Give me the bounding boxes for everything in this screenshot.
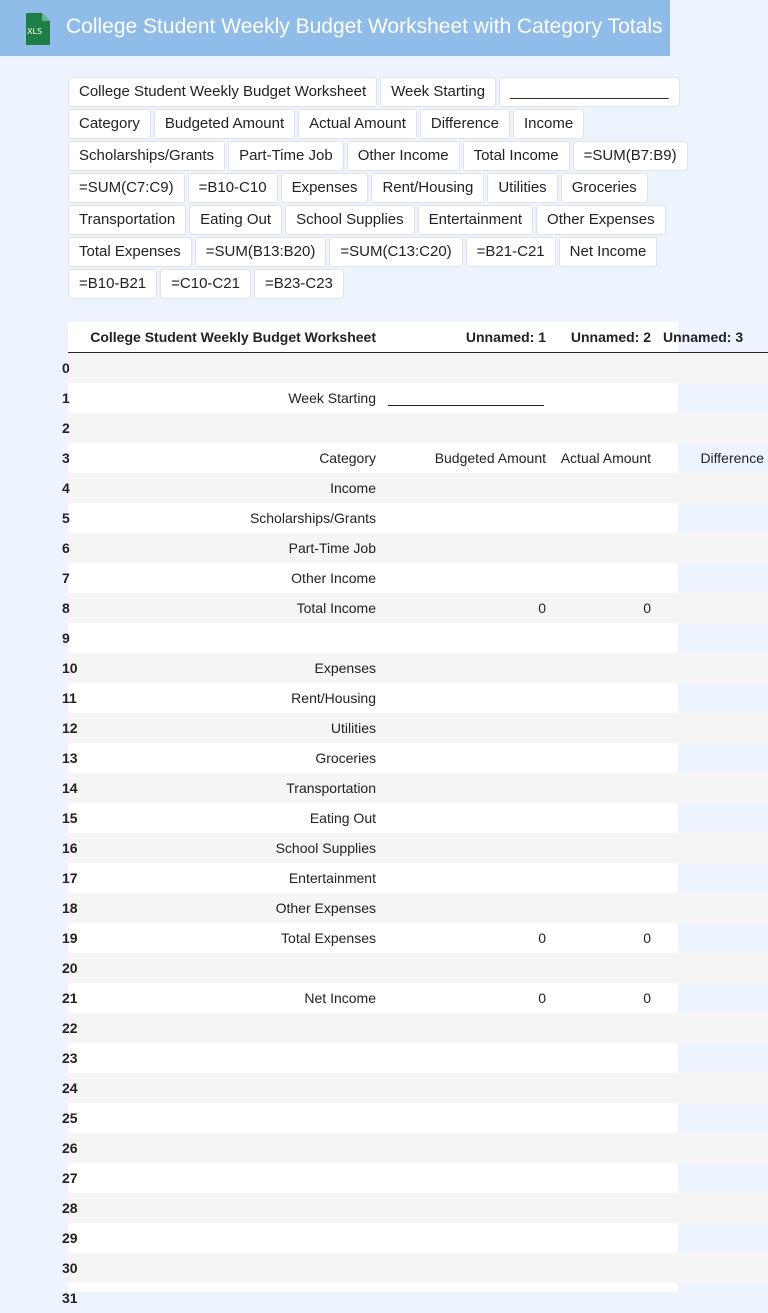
row-index [62, 1013, 80, 1043]
row-index-label: 0 [62, 360, 70, 376]
table-cell[interactable] [380, 1133, 550, 1163]
table-cell[interactable] [380, 833, 550, 863]
table-cell[interactable] [550, 473, 655, 503]
table-cell[interactable] [380, 803, 550, 833]
table-cell[interactable]: Expenses [80, 653, 380, 683]
cell-chip[interactable]: Entertainment [418, 205, 533, 235]
cell-chip[interactable]: Net Income [559, 237, 658, 267]
table-row [68, 923, 768, 953]
row-index [62, 443, 80, 473]
table-cell[interactable] [550, 1073, 655, 1103]
table-cell[interactable] [380, 1283, 550, 1313]
table-cell[interactable] [80, 1223, 380, 1253]
table-cell[interactable] [550, 1013, 655, 1043]
column-header[interactable]: College Student Weekly Budget Worksheet [80, 322, 380, 353]
table-cell[interactable] [655, 683, 768, 713]
column-header[interactable]: Unnamed: 1 [380, 322, 550, 353]
row-index [62, 713, 80, 743]
table-cell[interactable] [655, 923, 768, 953]
table-cell[interactable] [80, 1103, 380, 1133]
row-index-label: 14 [62, 780, 78, 796]
table-cell[interactable] [655, 413, 768, 443]
row-index [62, 1103, 80, 1133]
table-cell[interactable] [550, 353, 655, 384]
row-index-label: 21 [62, 990, 78, 1006]
cell-chip[interactable]: =B21-C21 [466, 237, 556, 267]
table-cell[interactable] [80, 1283, 380, 1313]
cell-chip[interactable]: Other Income [347, 141, 460, 171]
row-index-label: 25 [62, 1110, 78, 1126]
table-cell[interactable] [550, 413, 655, 443]
row-index [62, 1073, 80, 1103]
table-row [68, 1013, 768, 1043]
row-index [62, 1163, 80, 1193]
table-row [68, 803, 768, 833]
cell-chip[interactable]: =SUM(C7:C9) [68, 173, 185, 203]
table-cell[interactable] [80, 953, 380, 983]
table-row [68, 1193, 768, 1223]
row-index [62, 923, 80, 953]
table-cell[interactable]: Category [319, 450, 376, 466]
table-cell[interactable]: 0 [538, 930, 546, 946]
row-index [62, 893, 80, 923]
table-cell[interactable] [380, 863, 550, 893]
table-cell[interactable] [80, 1193, 380, 1223]
table-cell[interactable] [550, 383, 655, 413]
row-index [62, 653, 80, 683]
row-index [62, 743, 80, 773]
table-cell[interactable] [550, 683, 655, 713]
row-index-label: 11 [62, 690, 77, 706]
table-cell[interactable] [655, 773, 768, 803]
table-cell[interactable]: Groceries [315, 750, 376, 766]
table-row [68, 503, 768, 533]
cell-chip[interactable]: Actual Amount [298, 109, 417, 139]
row-index-label: 18 [62, 900, 78, 916]
table-cell[interactable] [550, 1193, 655, 1223]
table-cell[interactable] [655, 1193, 768, 1223]
table-row [68, 623, 768, 653]
row-index-label: 9 [62, 630, 70, 646]
row-index-label: 13 [62, 750, 78, 766]
table-cell[interactable]: 0 [550, 593, 655, 623]
table-row [68, 563, 768, 593]
spreadsheet-file-icon [22, 13, 52, 45]
row-index-label: 4 [62, 480, 70, 496]
table-cell[interactable]: Week Starting [288, 390, 376, 406]
table-cell[interactable] [550, 863, 655, 893]
cell-chip[interactable]: =SUM(B7:B9) [573, 141, 688, 171]
table-row [68, 1043, 768, 1073]
table-row [68, 1223, 768, 1253]
table-cell[interactable] [655, 1253, 768, 1283]
table-cell[interactable] [655, 1283, 768, 1313]
table-cell[interactable] [655, 1073, 768, 1103]
table-cell[interactable]: 0 [538, 990, 546, 1006]
spreadsheet-preview [62, 322, 764, 1306]
table-cell[interactable] [655, 533, 768, 563]
cell-chip[interactable]: Other Expenses [536, 205, 666, 235]
table-cell[interactable]: Other Income [291, 570, 376, 586]
row-index [62, 593, 80, 623]
table-row [68, 983, 768, 1013]
row-index-label: 30 [62, 1260, 78, 1276]
table-cell[interactable] [655, 653, 768, 683]
table-cell[interactable]: Income [80, 473, 380, 503]
table-row [68, 893, 768, 923]
blank-line [388, 391, 544, 406]
table-cell[interactable] [655, 1133, 768, 1163]
title-bar [0, 0, 670, 56]
row-index-label: 2 [62, 420, 70, 436]
table-cell[interactable] [655, 893, 768, 923]
table-cell[interactable] [380, 773, 550, 803]
table-cell[interactable] [550, 713, 655, 743]
cell-chip[interactable]: Utilities [487, 173, 557, 203]
table-cell[interactable] [380, 563, 550, 593]
row-index [62, 833, 80, 863]
table-cell[interactable]: Utilities [80, 713, 380, 743]
table-cell[interactable] [655, 1013, 768, 1043]
table-cell[interactable] [655, 593, 768, 623]
row-index-label: 23 [62, 1050, 78, 1066]
table-cell[interactable] [380, 953, 550, 983]
table-cell[interactable] [550, 953, 655, 983]
table-cell[interactable] [550, 743, 655, 773]
table-cell[interactable] [550, 1253, 655, 1283]
cell-chip[interactable]: School Supplies [285, 205, 415, 235]
table-cell[interactable] [550, 1223, 655, 1253]
table-cell[interactable] [80, 1163, 380, 1193]
table-cell[interactable] [550, 803, 655, 833]
table-row [68, 1253, 768, 1283]
index-header [68, 322, 80, 353]
table-cell[interactable]: Part-Time Job [80, 533, 380, 563]
column-header[interactable]: Unnamed: 2 [550, 322, 655, 353]
table-row [68, 743, 768, 773]
table-row [68, 1103, 768, 1133]
table-row [68, 773, 768, 803]
row-index-label: 16 [62, 840, 78, 856]
table-cell[interactable] [655, 1103, 768, 1133]
table-cell[interactable]: 0 [380, 593, 550, 623]
table-cell[interactable] [80, 1043, 380, 1073]
table-cell[interactable] [80, 623, 380, 653]
cell-chip[interactable]: =C10-C21 [160, 269, 251, 299]
table-cell[interactable] [655, 563, 768, 593]
table-cell[interactable] [550, 533, 655, 563]
cell-chip[interactable]: =SUM(B13:B20) [195, 237, 327, 267]
table-cell[interactable] [380, 653, 550, 683]
row-index-label: 6 [62, 540, 70, 556]
table-row [68, 1163, 768, 1193]
table-cell[interactable] [380, 473, 550, 503]
row-index-label: 1 [62, 390, 70, 406]
cell-chip[interactable]: =SUM(C13:C20) [329, 237, 462, 267]
table-cell[interactable] [655, 1223, 768, 1253]
table-cell[interactable]: School Supplies [80, 833, 380, 863]
row-index [62, 383, 80, 413]
cell-chip[interactable]: Total Income [463, 141, 570, 171]
row-index [62, 863, 80, 893]
table-cell[interactable] [80, 413, 380, 443]
table-cell[interactable]: Total Income [80, 593, 380, 623]
table-cell[interactable] [655, 743, 768, 773]
table-cell[interactable] [550, 1043, 655, 1073]
table-cell[interactable] [380, 1043, 550, 1073]
table-cell[interactable] [380, 743, 550, 773]
table-row [68, 1073, 768, 1103]
cell-chip[interactable]: Part-Time Job [228, 141, 344, 171]
table-cell[interactable]: 0 [643, 990, 651, 1006]
table-row [68, 413, 768, 443]
file-icon-label: XLS [27, 27, 43, 36]
table-cell[interactable] [380, 683, 550, 713]
row-index-label: 7 [62, 570, 70, 586]
table-cell[interactable] [550, 503, 655, 533]
row-index-label: 27 [62, 1170, 78, 1186]
table-cell[interactable]: Total Expenses [281, 930, 376, 946]
table-cell[interactable] [380, 383, 550, 413]
table-cell[interactable] [550, 833, 655, 863]
row-index [62, 1043, 80, 1073]
row-index [62, 1283, 80, 1313]
table-cell[interactable] [550, 1283, 655, 1313]
cell-chip[interactable]: Groceries [561, 173, 648, 203]
row-index [62, 623, 80, 653]
row-index [62, 563, 80, 593]
table-cell[interactable] [655, 473, 768, 503]
cell-chip[interactable]: =B23-C23 [254, 269, 344, 299]
table-row [68, 443, 768, 473]
row-index [62, 1133, 80, 1163]
cell-chip-list [68, 77, 698, 301]
table-cell[interactable]: Budgeted Amount [434, 450, 546, 466]
row-index-label: 15 [62, 810, 78, 826]
cell-chip[interactable]: College Student Weekly Budget Worksheet [68, 77, 377, 107]
table-cell[interactable] [380, 533, 550, 563]
table-cell[interactable] [655, 803, 768, 833]
table-cell[interactable] [655, 833, 768, 863]
cell-chip[interactable]: Week Starting [380, 77, 496, 107]
table-cell[interactable] [655, 983, 768, 1013]
row-index [62, 803, 80, 833]
row-index [62, 683, 80, 713]
table-cell[interactable] [380, 1193, 550, 1223]
cell-chip[interactable]: Rent/Housing [371, 173, 484, 203]
table-cell[interactable]: Actual Amount [560, 450, 651, 466]
row-index-label: 24 [62, 1080, 78, 1096]
row-index-label: 3 [62, 450, 70, 466]
row-index [62, 533, 80, 563]
table-cell[interactable] [550, 893, 655, 923]
row-index-label: 17 [62, 870, 78, 886]
row-index [62, 983, 80, 1013]
table-cell[interactable] [80, 353, 380, 384]
table-cell[interactable] [380, 503, 550, 533]
table-row [68, 533, 768, 563]
row-index-label: 12 [62, 720, 78, 736]
table-cell[interactable] [655, 953, 768, 983]
table-row [68, 593, 768, 623]
row-index-label: 20 [62, 960, 78, 976]
table-cell[interactable] [550, 1133, 655, 1163]
cell-chip[interactable]: Income [513, 109, 584, 139]
cell-chip[interactable]: =B10-C10 [188, 173, 278, 203]
table-cell[interactable] [80, 1253, 380, 1283]
table-cell[interactable] [655, 1043, 768, 1073]
table-cell[interactable] [550, 653, 655, 683]
row-index [62, 773, 80, 803]
table-cell[interactable] [655, 353, 768, 384]
row-index [62, 953, 80, 983]
row-index-label: 10 [62, 660, 78, 676]
table-cell[interactable]: Transportation [80, 773, 380, 803]
table-row [68, 653, 768, 683]
table-cell[interactable]: Scholarships/Grants [249, 510, 376, 526]
table-cell[interactable] [380, 623, 550, 653]
cell-chip[interactable]: Category [68, 109, 151, 139]
table-row [68, 863, 768, 893]
row-index [62, 413, 80, 443]
table-cell[interactable]: Difference [700, 450, 764, 466]
table-row [68, 1283, 768, 1313]
table-cell[interactable] [655, 713, 768, 743]
row-index [62, 473, 80, 503]
table-cell[interactable] [80, 1013, 380, 1043]
row-index [62, 353, 80, 384]
table-cell[interactable]: Eating Out [309, 810, 376, 826]
table-row [68, 683, 768, 713]
table-cell[interactable] [380, 353, 550, 384]
table-cell[interactable] [380, 1163, 550, 1193]
table-cell[interactable] [80, 1073, 380, 1103]
column-header[interactable]: Unnamed: 3 [655, 322, 768, 353]
table-cell[interactable] [550, 623, 655, 653]
table-cell[interactable] [380, 713, 550, 743]
table-cell[interactable] [380, 893, 550, 923]
row-index-label: 19 [62, 930, 78, 946]
table-row [68, 833, 768, 863]
cell-chip[interactable]: =B10-B21 [68, 269, 157, 299]
cell-chip[interactable]: Total Expenses [68, 237, 192, 267]
row-index-label: 5 [62, 510, 70, 526]
table-cell[interactable] [380, 1223, 550, 1253]
table-cell[interactable]: 0 [643, 930, 651, 946]
table-header-row [68, 322, 768, 353]
table-cell[interactable] [550, 563, 655, 593]
table-cell[interactable] [380, 1073, 550, 1103]
table-cell[interactable] [550, 1163, 655, 1193]
cell-chip[interactable]: Expenses [281, 173, 369, 203]
row-index-label: 26 [62, 1140, 78, 1156]
table-cell[interactable]: Entertainment [288, 870, 376, 886]
table-cell[interactable]: Net Income [304, 990, 376, 1006]
table-cell[interactable]: Rent/Housing [291, 690, 376, 706]
table-row [68, 473, 768, 503]
table-cell[interactable] [655, 503, 768, 533]
table-cell[interactable] [80, 1133, 380, 1163]
table-cell[interactable] [380, 1253, 550, 1283]
row-index [62, 1193, 80, 1223]
row-index [62, 1253, 80, 1283]
cell-chip[interactable]: Eating Out [189, 205, 282, 235]
cell-chip[interactable]: Transportation [68, 205, 186, 235]
row-index-label: 22 [62, 1020, 78, 1036]
cell-chip[interactable]: Budgeted Amount [154, 109, 295, 139]
table-cell[interactable] [550, 1103, 655, 1133]
row-index-label: 8 [62, 600, 70, 616]
row-index-label: 28 [62, 1200, 78, 1216]
page-title: College Student Weekly Budget Worksheet with Category Totals [66, 15, 663, 38]
table-row [68, 383, 768, 413]
table-cell[interactable] [655, 383, 768, 413]
table-row [68, 953, 768, 983]
table-row [68, 1133, 768, 1163]
table-cell[interactable] [655, 623, 768, 653]
table-cell[interactable] [655, 863, 768, 893]
row-index [62, 1223, 80, 1253]
cell-chip[interactable]: Scholarships/Grants [68, 141, 225, 171]
row-index [62, 503, 80, 533]
table-cell[interactable] [380, 413, 550, 443]
table-cell[interactable] [380, 1103, 550, 1133]
data-table [62, 322, 768, 1313]
table-cell[interactable] [550, 773, 655, 803]
row-index-label: 31 [62, 1290, 78, 1306]
table-cell[interactable] [380, 1013, 550, 1043]
table-cell[interactable] [655, 1163, 768, 1193]
table-row [68, 713, 768, 743]
table-row [68, 353, 768, 384]
row-index-label: 29 [62, 1230, 78, 1246]
table-cell[interactable]: Other Expenses [80, 893, 380, 923]
cell-chip[interactable]: ___________________ [499, 77, 680, 107]
cell-chip[interactable]: Difference [420, 109, 510, 139]
